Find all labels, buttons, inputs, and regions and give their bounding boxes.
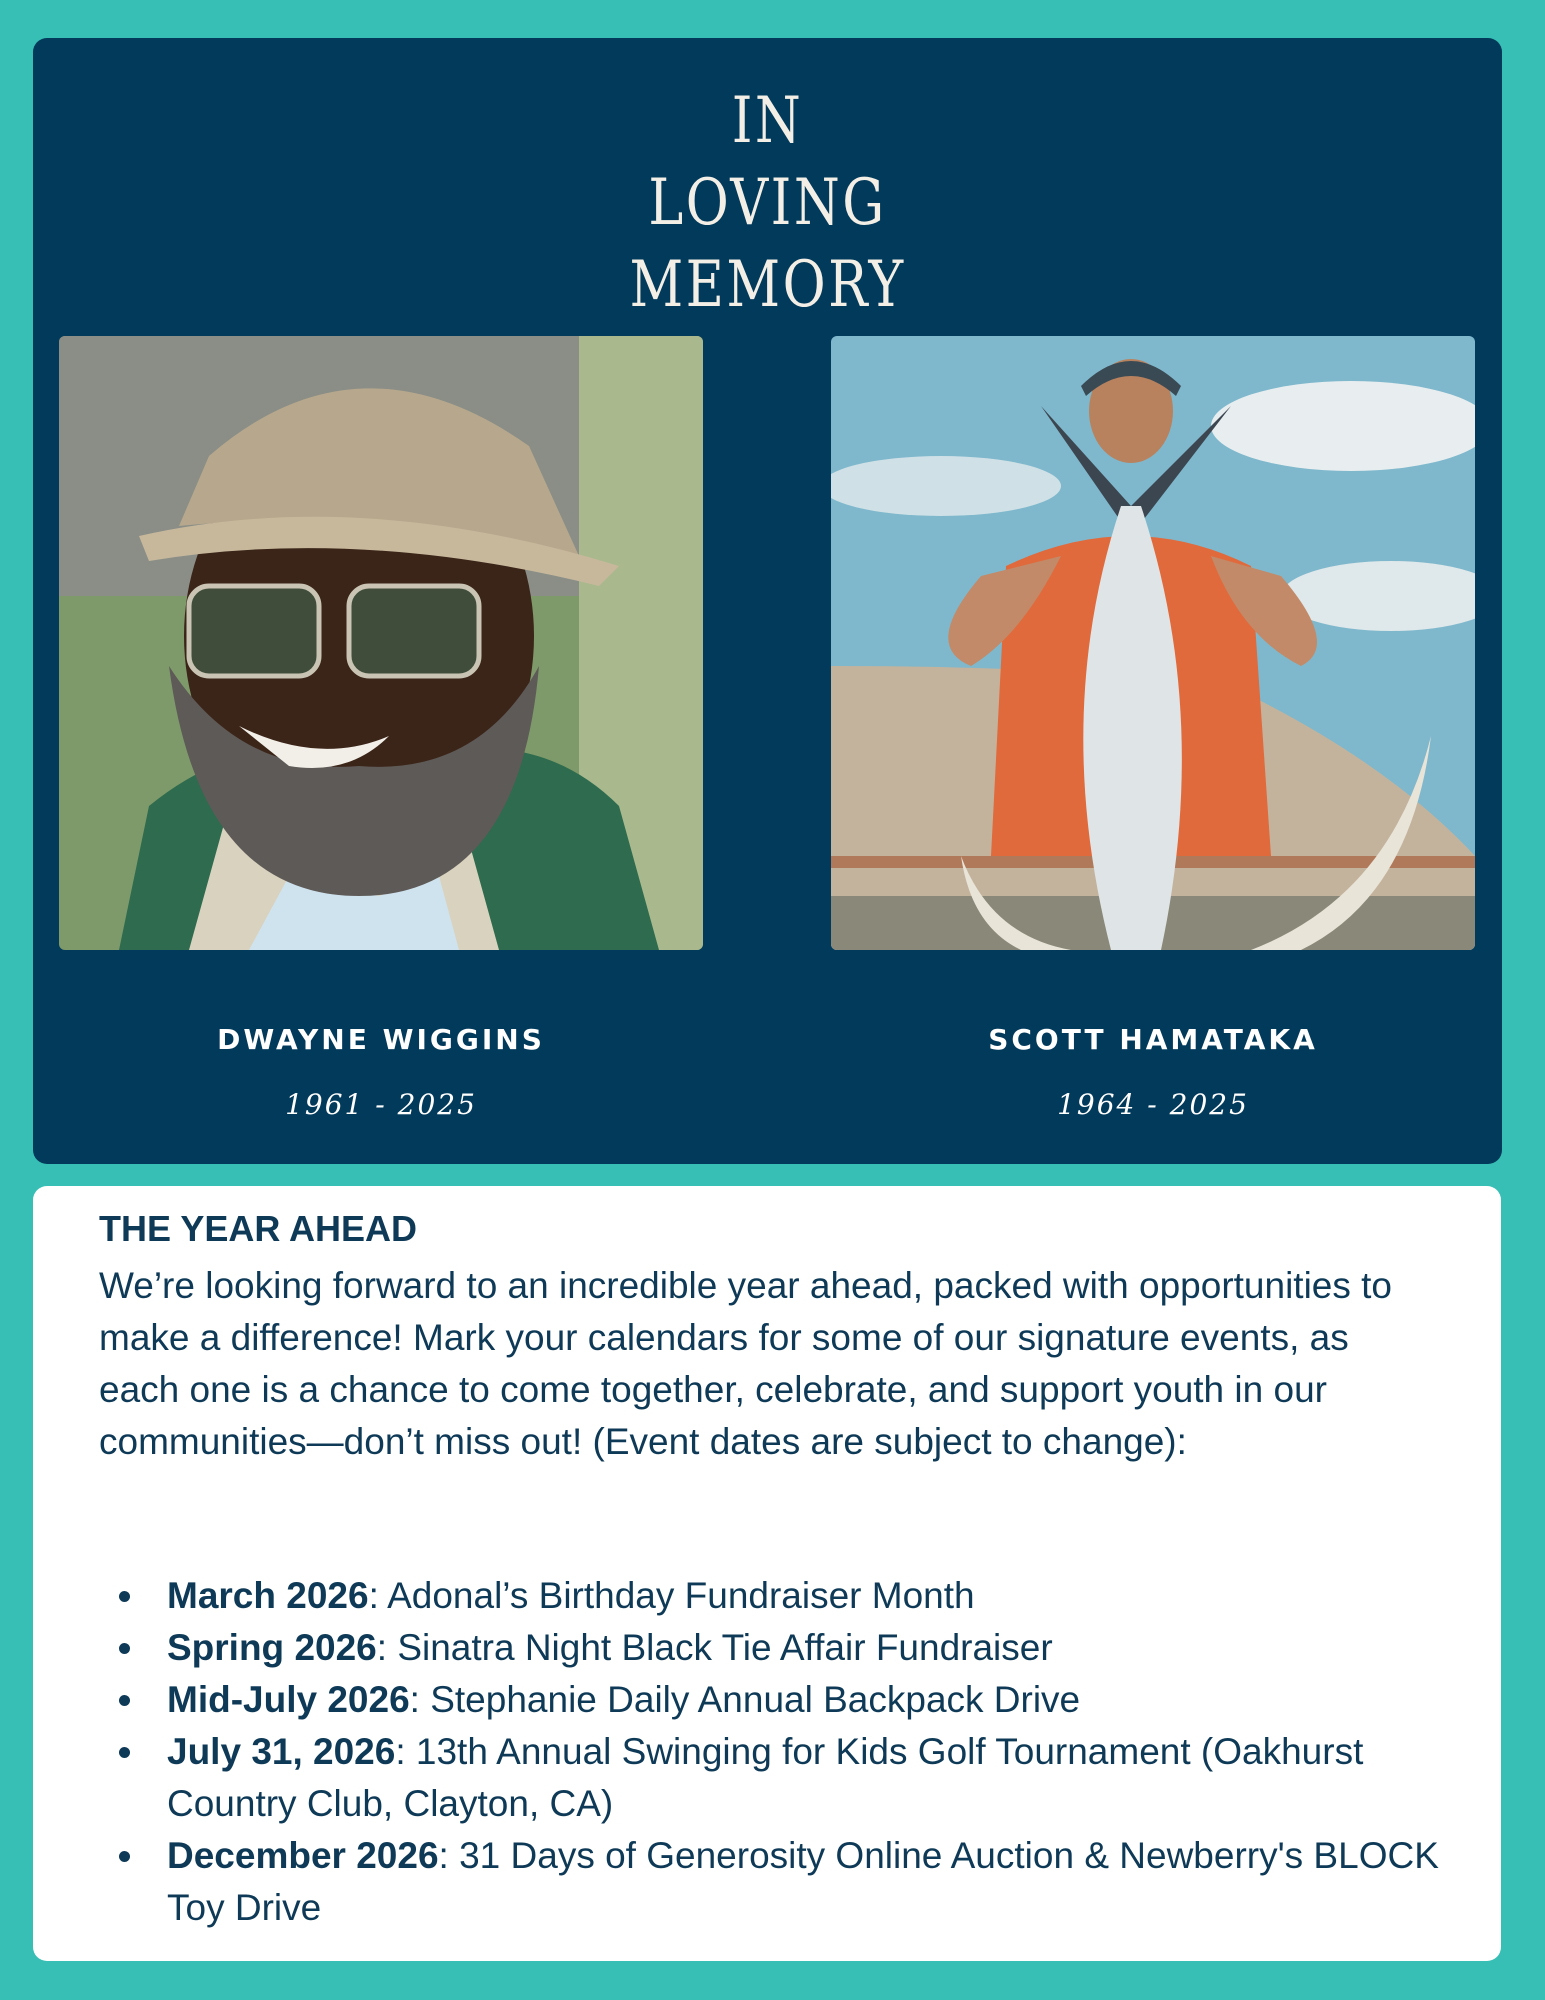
list-item bbox=[99, 1830, 1459, 1934]
portrait-photo-icon bbox=[831, 336, 1475, 950]
memorial-section bbox=[33, 38, 1502, 1164]
event-date: March 2026 bbox=[167, 1575, 369, 1616]
portrait-photo-icon bbox=[59, 336, 703, 950]
scott-hamataka-photo bbox=[831, 336, 1475, 950]
memorial-title bbox=[33, 80, 1502, 326]
person-years-dwayne: 1961 - 2025 bbox=[285, 1088, 477, 1121]
dwayne-wiggins-photo bbox=[59, 336, 703, 950]
event-date: July 31, 2026 bbox=[167, 1731, 396, 1772]
event-date: Mid-July 2026 bbox=[167, 1679, 410, 1720]
section-heading: THE YEAR AHEAD bbox=[99, 1208, 418, 1249]
memorial-title-line: MEMORY bbox=[629, 248, 906, 322]
list-item bbox=[99, 1674, 1459, 1726]
list-item bbox=[99, 1570, 1459, 1622]
list-item bbox=[99, 1726, 1459, 1830]
memorial-title-line: IN bbox=[731, 84, 804, 158]
event-description: : Adonal’s Birthday Fundraiser Month bbox=[368, 1575, 975, 1616]
event-description: : 13th Annual Swinging for Kids Golf Tournament (Oakhurst Country Club, Clayton, CA) bbox=[167, 1731, 1364, 1824]
event-description: : Sinatra Night Black Tie Affair Fundraiser bbox=[376, 1627, 1053, 1668]
event-date: Spring 2026 bbox=[167, 1627, 377, 1668]
memorial-title-line: LOVING bbox=[648, 166, 887, 240]
person-name-dwayne: DWAYNE WIGGINS bbox=[217, 1023, 545, 1056]
event-description: : Stephanie Daily Annual Backpack Drive bbox=[409, 1679, 1081, 1720]
year-ahead-section bbox=[33, 1186, 1501, 1961]
event-description: : 31 Days of Generosity Online Auction & Newberry's BLOCK Toy Drive bbox=[167, 1835, 1439, 1928]
person-name-scott: SCOTT HAMATAKA bbox=[988, 1023, 1318, 1056]
events-list bbox=[99, 1570, 1459, 1934]
list-item bbox=[99, 1622, 1459, 1674]
event-date: December 2026 bbox=[167, 1835, 439, 1876]
intro-paragraph: We’re looking forward to an incredible year ahead, packed with opportunities to make a difference! Mark your calendars for some of our signature events, as each one is a chance to come together, celebrate, and support youth in our communities—don’t miss out! (Event dates are subject to change): bbox=[99, 1265, 1393, 1462]
person-years-scott: 1964 - 2025 bbox=[1057, 1088, 1249, 1121]
